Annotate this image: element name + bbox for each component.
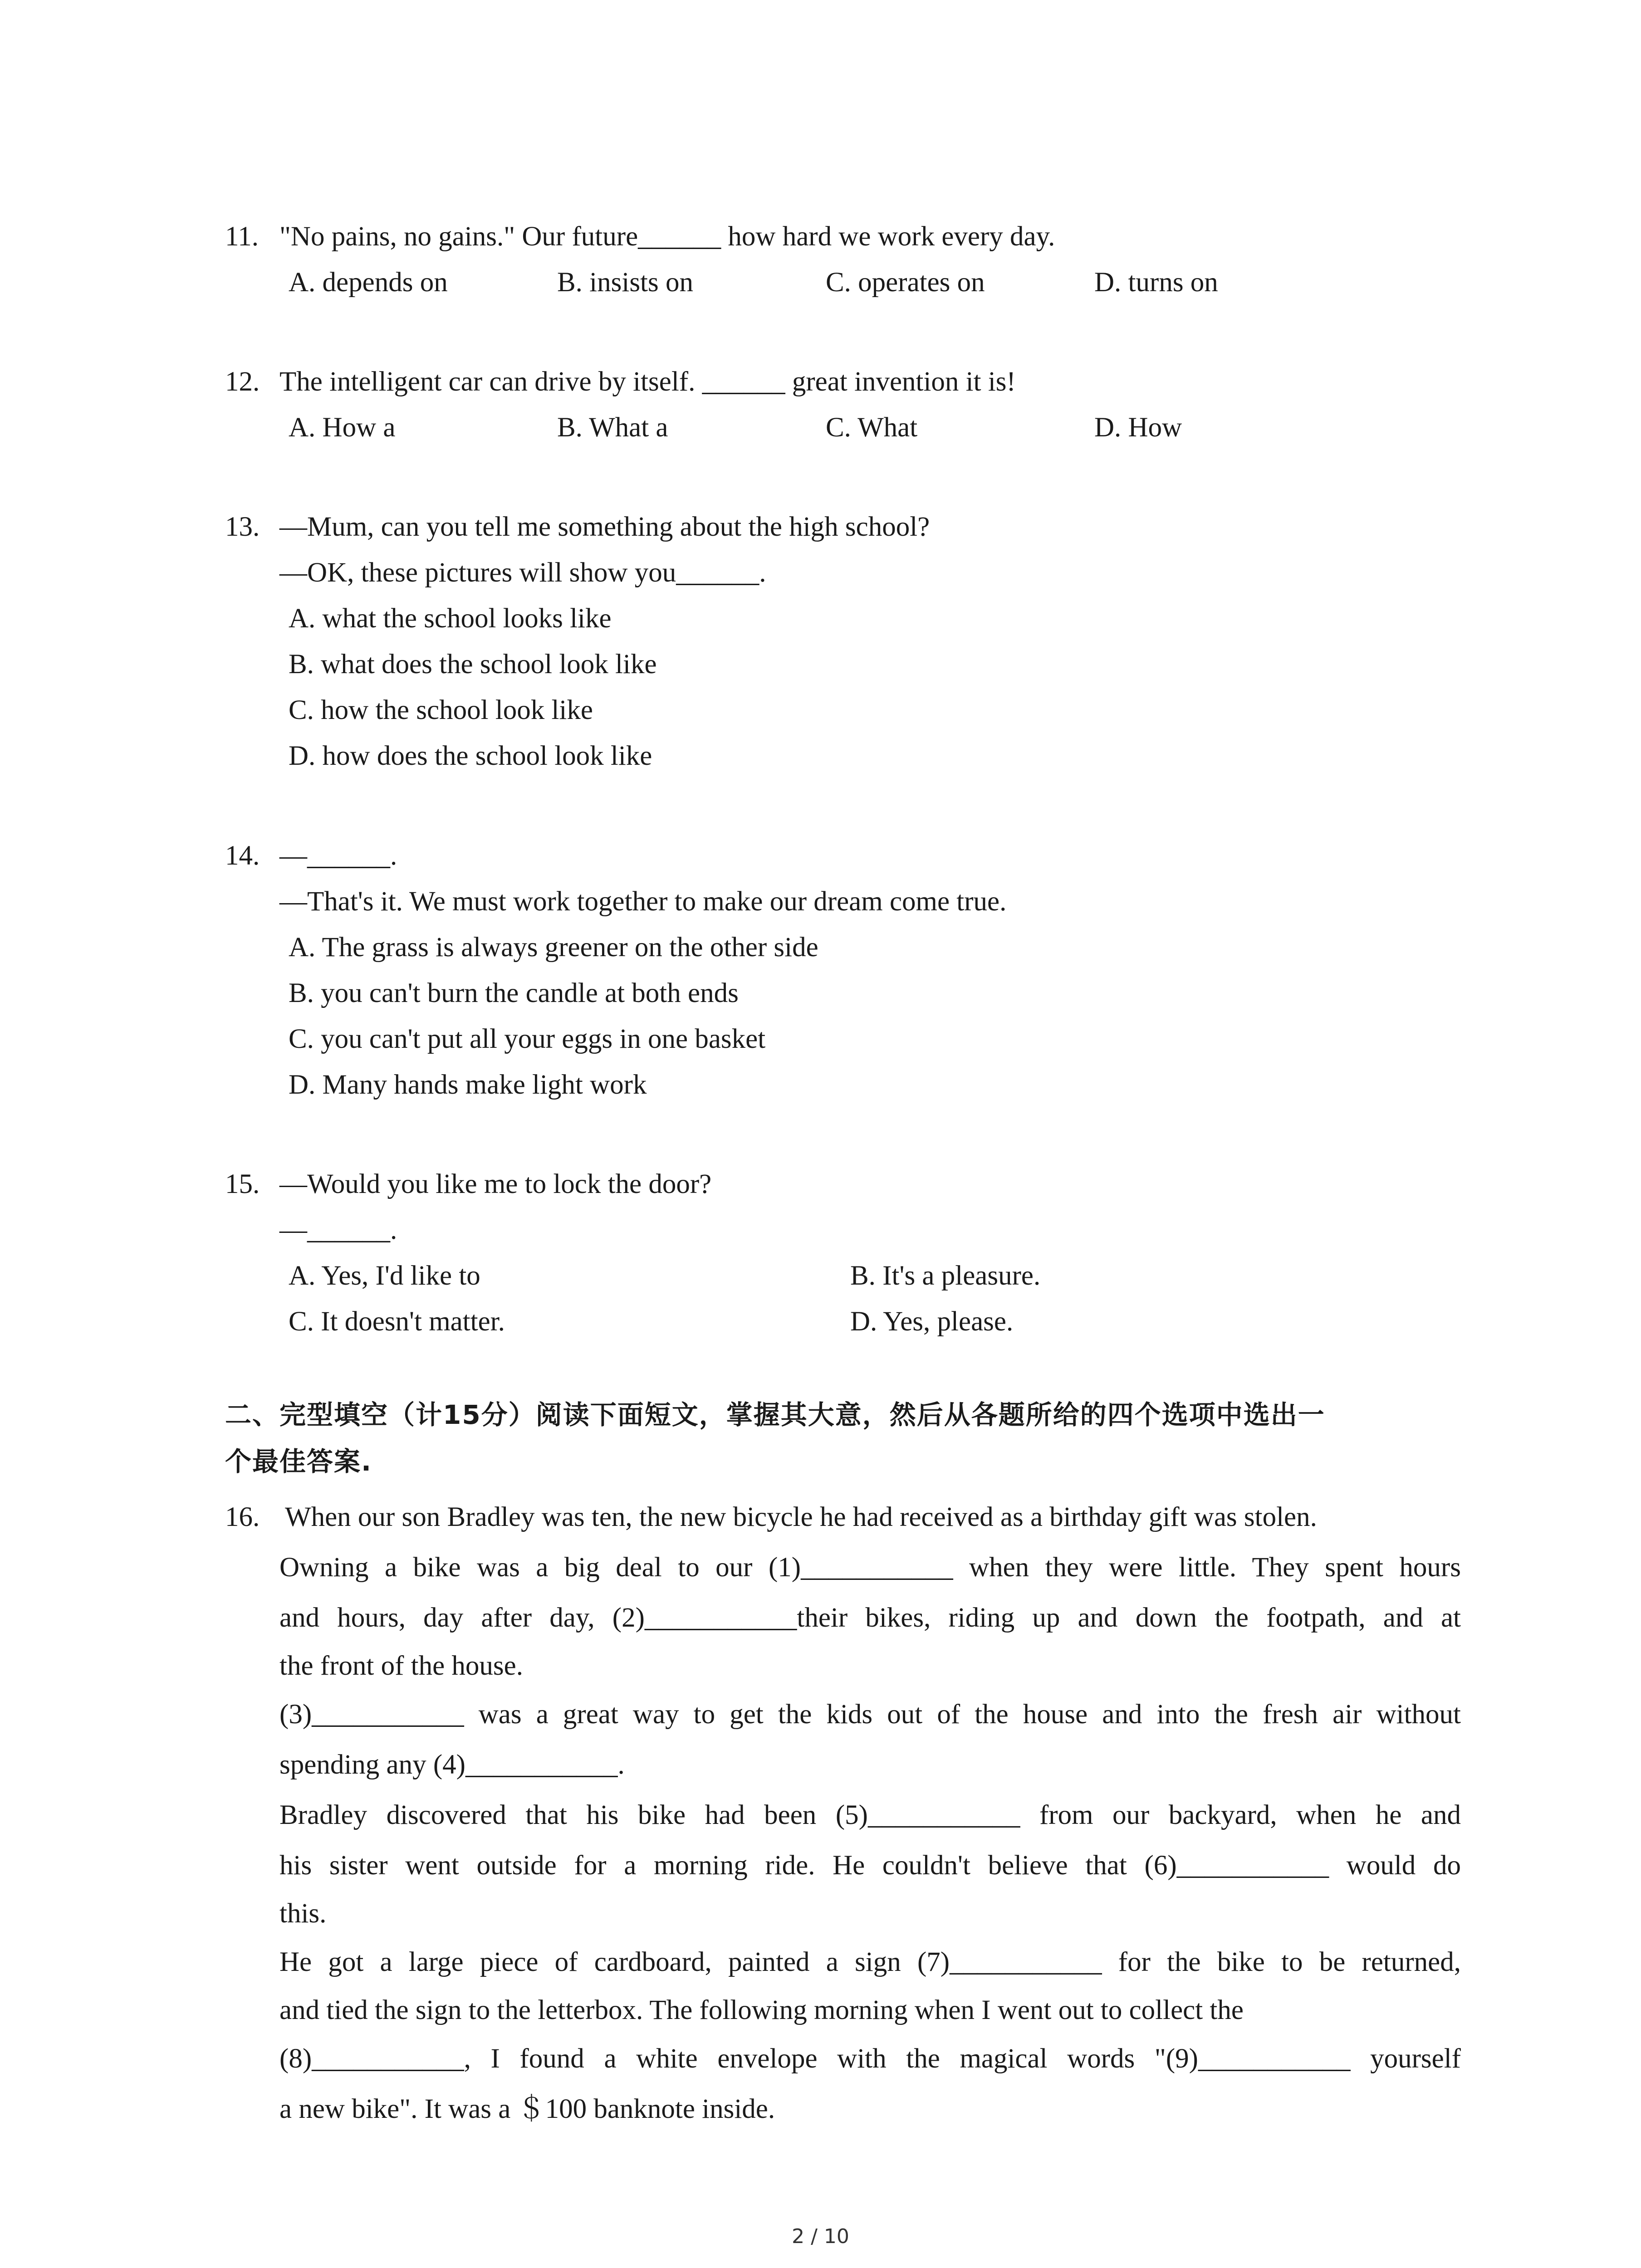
question-stem-reply: —______. bbox=[279, 1215, 397, 1245]
question-number: 16. bbox=[225, 1502, 260, 1532]
passage-line: (8)___________, I found a white envelope with the magical words "(9)___________ yourself bbox=[279, 2043, 1461, 2074]
passage-line: When our son Bradley was ten, the new bicycle he had received as a birthday gift was stolen. bbox=[285, 1502, 1317, 1532]
question-12 bbox=[225, 359, 1477, 450]
option-c[interactable]: C. It doesn't matter. bbox=[289, 1306, 505, 1337]
question-stem: —______. bbox=[279, 841, 397, 871]
passage-line: the front of the house. bbox=[279, 1651, 523, 1681]
question-stem: —Would you like me to lock the door? bbox=[279, 1169, 712, 1199]
option-a[interactable]: A. How a bbox=[289, 412, 396, 443]
answer-options-row-1 bbox=[225, 1253, 1477, 1299]
option-d[interactable]: D. how does the school look like bbox=[289, 741, 652, 771]
answer-options bbox=[225, 405, 1477, 450]
option-b[interactable]: B. what does the school look like bbox=[289, 649, 657, 679]
option-a[interactable]: A. depends on bbox=[289, 267, 448, 298]
option-c[interactable]: C. how the school look like bbox=[289, 695, 593, 725]
answer-options bbox=[225, 596, 1477, 779]
passage-line: (3)___________ was a great way to get the kids out of the house and into the fresh air without bbox=[279, 1699, 1461, 1730]
question-number: 12. bbox=[225, 367, 260, 397]
passage-line: and tied the sign to the letterbox. The following morning when I went out to collect the bbox=[279, 1995, 1244, 2025]
passage-line: He got a large piece of cardboard, painted a sign (7)___________ for the bike to be returned, bbox=[279, 1947, 1461, 1977]
option-a[interactable]: A. The grass is always greener on the other side bbox=[289, 932, 818, 963]
section-heading bbox=[225, 1392, 1450, 1485]
passage-line: a new bike". It was a ＄100 banknote inside. bbox=[279, 2094, 775, 2124]
answer-options-row-2 bbox=[225, 1299, 1477, 1344]
option-b[interactable]: B. insists on bbox=[557, 267, 693, 298]
passage-line: Bradley discovered that his bike had been (5)___________ from our backyard, when he and bbox=[279, 1800, 1461, 1830]
option-c[interactable]: C. What bbox=[826, 412, 918, 443]
option-b[interactable]: B. you can't burn the candle at both ends bbox=[289, 978, 739, 1008]
section-heading-line-1: 二、完型填空（计15分）阅读下面短文，掌握其大意，然后从各题所给的四个选项中选出一 bbox=[225, 1399, 1325, 1430]
section-heading-line-2: 个最佳答案. bbox=[225, 1446, 372, 1477]
question-number: 13. bbox=[225, 512, 260, 542]
question-stem: The intelligent car can drive by itself. ______ great invention it is! bbox=[279, 367, 1016, 397]
answer-options bbox=[225, 924, 1477, 1108]
option-d[interactable]: D. Many hands make light work bbox=[289, 1070, 647, 1100]
option-a[interactable]: A. what the school looks like bbox=[289, 603, 612, 634]
option-d[interactable]: D. How bbox=[1094, 412, 1182, 443]
option-b[interactable]: B. What a bbox=[557, 412, 668, 443]
cloze-passage bbox=[225, 1492, 1477, 2134]
passage-line: Owning a bike was a big deal to our (1)___________ when they were little. They spent hours bbox=[279, 1552, 1461, 1583]
option-a[interactable]: A. Yes, I'd like to bbox=[289, 1261, 480, 1291]
question-number: 14. bbox=[225, 841, 260, 871]
passage-line: his sister went outside for a morning ride. He couldn't believe that (6)___________ would do bbox=[279, 1850, 1461, 1881]
page-number: 2 / 10 bbox=[792, 2225, 849, 2248]
question-stem: "No pains, no gains." Our future______ how hard we work every day. bbox=[279, 221, 1055, 252]
option-c[interactable]: C. you can't put all your eggs in one basket bbox=[289, 1024, 766, 1054]
question-stem-reply: —OK, these pictures will show you______. bbox=[279, 557, 766, 588]
question-11 bbox=[225, 214, 1477, 305]
option-b[interactable]: B. It's a pleasure. bbox=[850, 1261, 1041, 1291]
option-d[interactable]: D. Yes, please. bbox=[850, 1306, 1014, 1337]
question-stem: —Mum, can you tell me something about the high school? bbox=[279, 512, 930, 542]
question-number: 15. bbox=[225, 1169, 260, 1199]
option-c[interactable]: C. operates on bbox=[826, 267, 985, 298]
passage-line: spending any (4)___________. bbox=[279, 1750, 625, 1780]
option-d[interactable]: D. turns on bbox=[1094, 267, 1218, 298]
question-13 bbox=[225, 504, 1477, 779]
question-14 bbox=[225, 833, 1477, 1108]
question-stem-reply: —That's it. We must work together to make our dream come true. bbox=[279, 886, 1007, 917]
passage-line: this. bbox=[279, 1898, 327, 1929]
answer-options bbox=[225, 259, 1477, 305]
passage-line: and hours, day after day, (2)___________their bikes, riding up and down the footpath, and at bbox=[279, 1603, 1461, 1633]
question-number: 11. bbox=[225, 221, 259, 252]
question-15 bbox=[225, 1161, 1477, 1344]
